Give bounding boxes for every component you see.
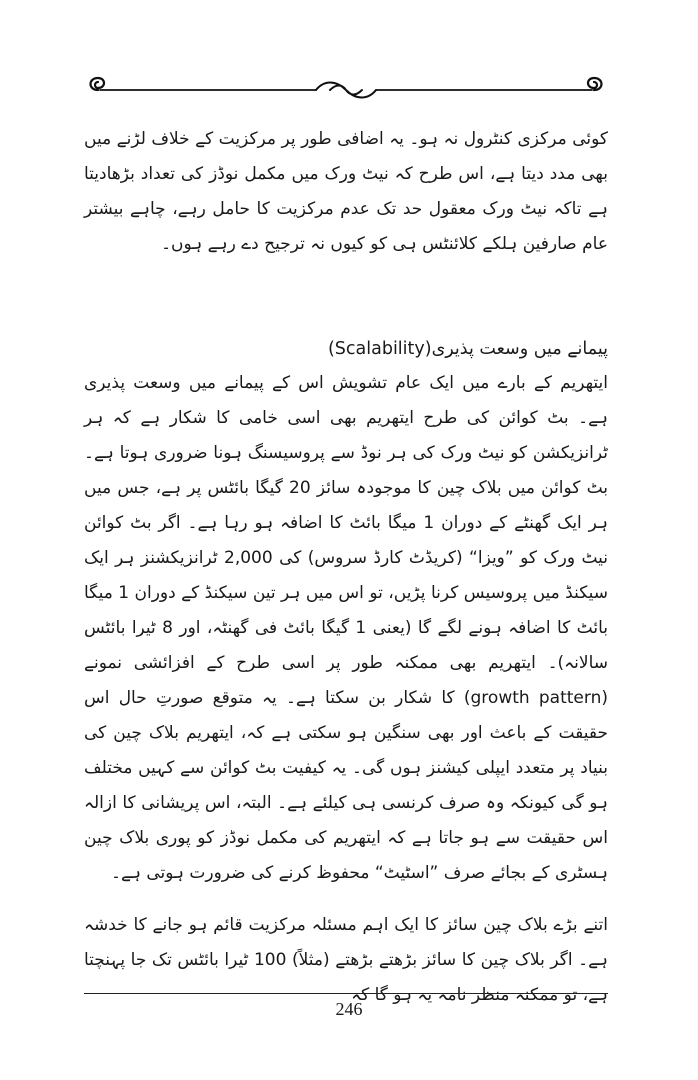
ornament-left-curl (91, 78, 105, 90)
section-heading-text: پیمانے میں وسعت پذیری(Scalability) (327, 339, 608, 359)
paragraph-2 (84, 366, 608, 891)
paragraph-1-text: کوئی مرکزی کنٹرول نہ ہو۔ یہ اضافی طور پر مرکزیت کے خلاف لڑنے میں بھی مدد دیتا ہے، اس طرح کہ نیٹ ورک میں مکمل نوڈز کی تعداد بڑھادیتا ہے تاکہ نیٹ ورک معقول حد تک عدم مرکزیت کا حامل رہے، چاہے بیشتر عام صارفین ہلکے کلائنٹس ہی کو کیوں نہ ترجیح دے رہے ہوں۔ (84, 129, 608, 254)
paragraph-1 (84, 122, 608, 262)
ornament-right-curl (588, 78, 602, 90)
header-ornament (84, 68, 608, 108)
page-number: 246 (335, 999, 363, 1019)
footer-rule (84, 993, 608, 994)
paragraph-2-text: ایتھریم کے بارے میں ایک عام تشویش اس کے پیمانے میں وسعت پذیری ہے۔ بٹ کوائن کی طرح ایتھریم بھی اسی خامی کا شکار ہے کہ ہر ٹرانزیکشن کو نیٹ ورک کی ہر نوڈ سے پروسیسنگ ہونا ضروری ہوتا ہے۔ بٹ کوائن میں بلاک چین کا موجودہ سائز 20 گیگا بائٹس پر ہے، جس میں ہر ایک گھنٹے کے دوران 1 میگا بائٹ کا اضافہ ہو رہا ہے۔ اگر بٹ کوائن نیٹ ورک کو ”ویزا“ (کریڈٹ کارڈ سروس) کی 2,000 ٹرانزیکشنز ہر ایک سیکنڈ میں پروسیس کرنا پڑیں، تو اس میں ہر تین سیکنڈ کے دوران 1 میگا بائٹ کا اضافہ ہونے لگے گا (یعنی 1 گیگا بائٹ فی گھنٹہ، اور 8 ٹیرا بائٹس سالانہ)۔ ایتھریم بھی ممکنہ طور پر اسی طرح کے افزائشی نمونے (growth pattern) کا شکار بن سکتا ہے۔ یہ متوقع صورتِ حال اس حقیقت کے باعث اور بھی سنگین ہو سکتی ہے کہ، ایتھریم بلاک چین کی بنیاد پر متعدد ایپلی کیشنز ہوں گی۔ یہ کیفیت بٹ کوائن سے کہیں مختلف ہو گی کیونکہ وہ صرف کرنسی ہی کیلئے ہے۔ البتہ، اس پریشانی کا ازالہ اس حقیقت سے ہو جاتا ہے کہ ایتھریم کی مکمل نوڈز کو پوری بلاک چین ہسٹری کے بجائے صرف ”اسٹیٹ“ محفوظ کرنے کی ضرورت ہوتی ہے۔ (84, 373, 609, 883)
ornament-center-flourish (316, 83, 376, 98)
section-heading (84, 332, 608, 367)
paragraph-3-text: اتنے بڑے بلاک چین سائز کا ایک اہم مسئلہ مرکزیت قائم ہو جانے کا خدشہ ہے۔ اگر بلاک چین کا سائز بڑھتے بڑھتے (مثلاً) 100 ٹیرا بائٹس تک جا پہنچتا ہے، تو ممکنہ منظر نامہ یہ ہو گا کہ (84, 915, 609, 1005)
